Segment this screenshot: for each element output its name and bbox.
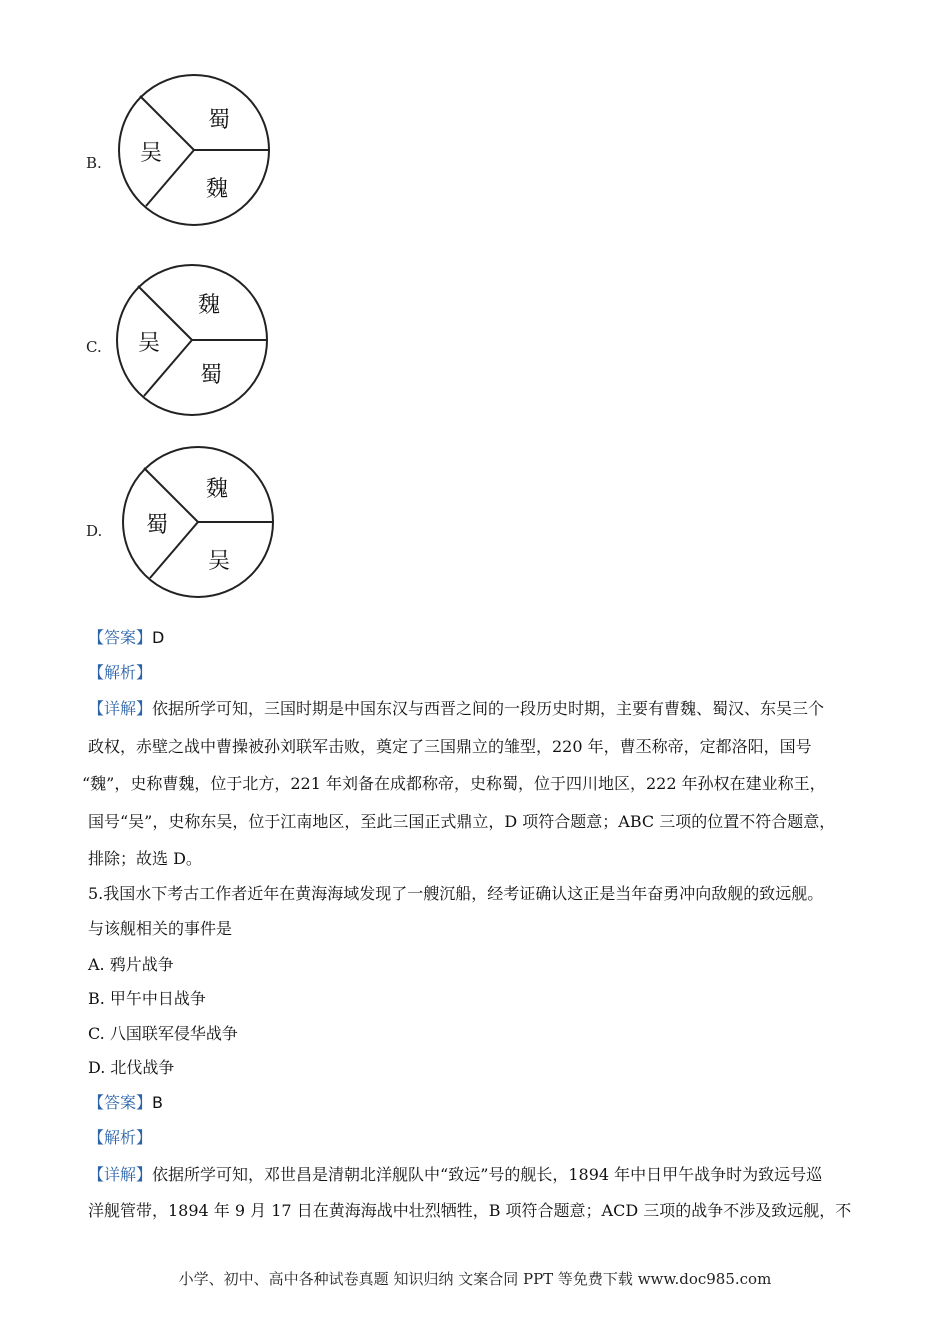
q5-detail-line: 洋舰管带，1894 年 9 月 17 日在黄海海战中壮烈牺牲，B 项符合题意；ACD 三项的战争不涉及致远舰，不	[88, 1201, 852, 1220]
q4-answer: 【答案】D	[88, 628, 165, 647]
q5-option-b: B. 甲午中日战争	[88, 989, 206, 1008]
option-b-pie-diagram	[116, 72, 276, 228]
page-footer: 小学、初中、高中各种试卷真题 知识归纳 文案合同 PPT 等免费下载 www.doc985.com	[178, 1270, 772, 1288]
q5-option-d: D. 北伐战争	[88, 1058, 175, 1077]
option-c-pie-diagram	[114, 262, 274, 418]
pie-label-top: 魏	[198, 293, 221, 318]
q4-analysis-heading: 【解析】	[88, 663, 153, 682]
q5-stem-cont: 与该舰相关的事件是	[88, 919, 233, 938]
q5-stem: 5.我国水下考古工作者近年在黄海海域发现了一艘沉船，经考证确认这正是当年奋勇冲向敌舰的致远舰。	[88, 884, 824, 903]
option-c-label: C.	[86, 338, 102, 356]
pie-label-left: 吴	[140, 141, 163, 166]
q4-detail-line: 【详解】依据所学可知，三国时期是中国东汉与西晋之间的一段历史时期，主要有曹魏、蜀汉、东吴三个	[88, 699, 825, 718]
pie-label-left: 吴	[138, 331, 161, 356]
q5-detail-line: 【详解】依据所学可知，邓世昌是清朝北洋舰队中“致远”号的舰长，1894 年中日甲午战争时为致远号巡	[88, 1165, 823, 1184]
pie-label-top: 蜀	[208, 108, 231, 133]
pie-label-bottom: 吴	[208, 549, 231, 574]
q5-option-a: A. 鸦片战争	[88, 955, 174, 974]
pie-label-bottom: 蜀	[200, 363, 223, 388]
q4-detail-line: 排除；故选 D。	[88, 849, 202, 868]
option-d-pie-diagram	[120, 444, 280, 600]
q5-answer: 【答案】B	[88, 1093, 163, 1112]
pie-label-top: 魏	[206, 477, 229, 502]
option-b-label: B.	[86, 154, 102, 172]
option-d-label: D.	[86, 522, 103, 540]
q5-option-c: C. 八国联军侵华战争	[88, 1024, 238, 1043]
pie-label-bottom: 魏	[206, 177, 229, 202]
pie-label-left: 蜀	[146, 513, 169, 538]
q5-analysis-heading: 【解析】	[88, 1128, 153, 1147]
q4-detail-line: 政权，赤壁之战中曹操被孙刘联军击败，奠定了三国鼎立的雏型，220 年，曹丕称帝，定都洛阳，国号	[88, 737, 812, 756]
q4-detail-line: 国号“吴”，史称东吴，位于江南地区，至此三国正式鼎立，D 项符合题意；ABC 三项的位置不符合题意，	[88, 812, 836, 831]
q4-detail-line: “魏”，史称曹魏，位于北方，221 年刘备在成都称帝，史称蜀，位于四川地区，222 年孙权在建业称王，	[82, 774, 826, 793]
